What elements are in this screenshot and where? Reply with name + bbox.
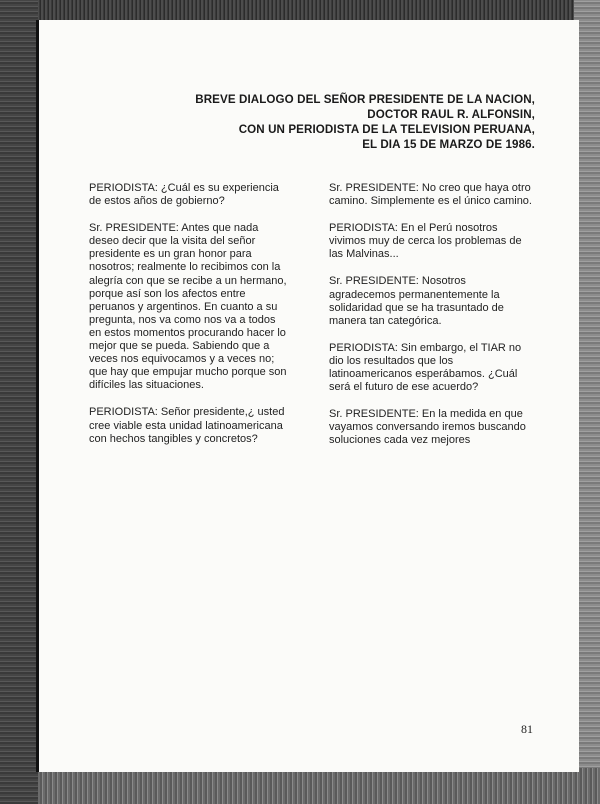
page-number: 81 bbox=[521, 722, 533, 736]
paragraph: Sr. PRESIDENTE: En la medida en que vayamos conversando iremos buscando soluciones cada vez mejores bbox=[329, 408, 526, 447]
left-column bbox=[89, 182, 289, 460]
paragraph: Sr. PRESIDENTE: Antes que nada deseo decir que la visita del señor presidente es un gran honor para nosotros; realmente lo recibimos con la alegría con que se recibe a un hermano, porque así son los afectos entre peruanos y argentinos. En cuanto a su pregunta, nos va como nos va a todos en estos momentos procurando hacer lo mejor que se pueda. Sabiendo que a veces nos equivocamos y a veces no; que hay que empujar mucho porque son difíciles las situaciones. bbox=[89, 222, 287, 392]
paragraph: PERIODISTA: ¿Cuál es su experiencia de estos años de gobierno? bbox=[89, 182, 279, 208]
scan-border-bottom bbox=[0, 768, 600, 804]
title-line-3: CON UN PERIODISTA DE LA TELEVISION PERUANA, bbox=[238, 123, 535, 136]
scan-border-left bbox=[0, 0, 38, 804]
title-line-4: EL DIA 15 DE MARZO DE 1986. bbox=[362, 138, 535, 151]
paragraph: PERIODISTA: Señor presidente,¿ usted cree viable esta unidad latinoamericana con hechos tangibles y concretos? bbox=[89, 406, 285, 445]
paragraph: PERIODISTA: Sin embargo, el TIAR no dio los resultados que los latinoamericanos esperábamos. ¿Cuál será el futuro de ese acuerdo? bbox=[329, 341, 522, 394]
paragraph: Sr. PRESIDENTE: Nosotros agradecemos permanentemente la solidaridad que se ha trasuntado de manera tan categórica. bbox=[329, 275, 504, 327]
title-line-2: DOCTOR RAUL R. ALFONSIN, bbox=[367, 108, 535, 121]
document-title bbox=[159, 92, 535, 152]
title-line-1: BREVE DIALOGO DEL SEÑOR PRESIDENTE DE LA NACION, bbox=[195, 93, 535, 106]
paragraph: PERIODISTA: En el Perú nosotros vivimos muy de cerca los problemas de las Malvinas... bbox=[329, 222, 522, 261]
paragraph: Sr. PRESIDENTE: No creo que haya otro camino. Simplemente es el único camino. bbox=[329, 182, 532, 208]
document-page bbox=[36, 20, 579, 772]
right-column bbox=[329, 182, 534, 462]
